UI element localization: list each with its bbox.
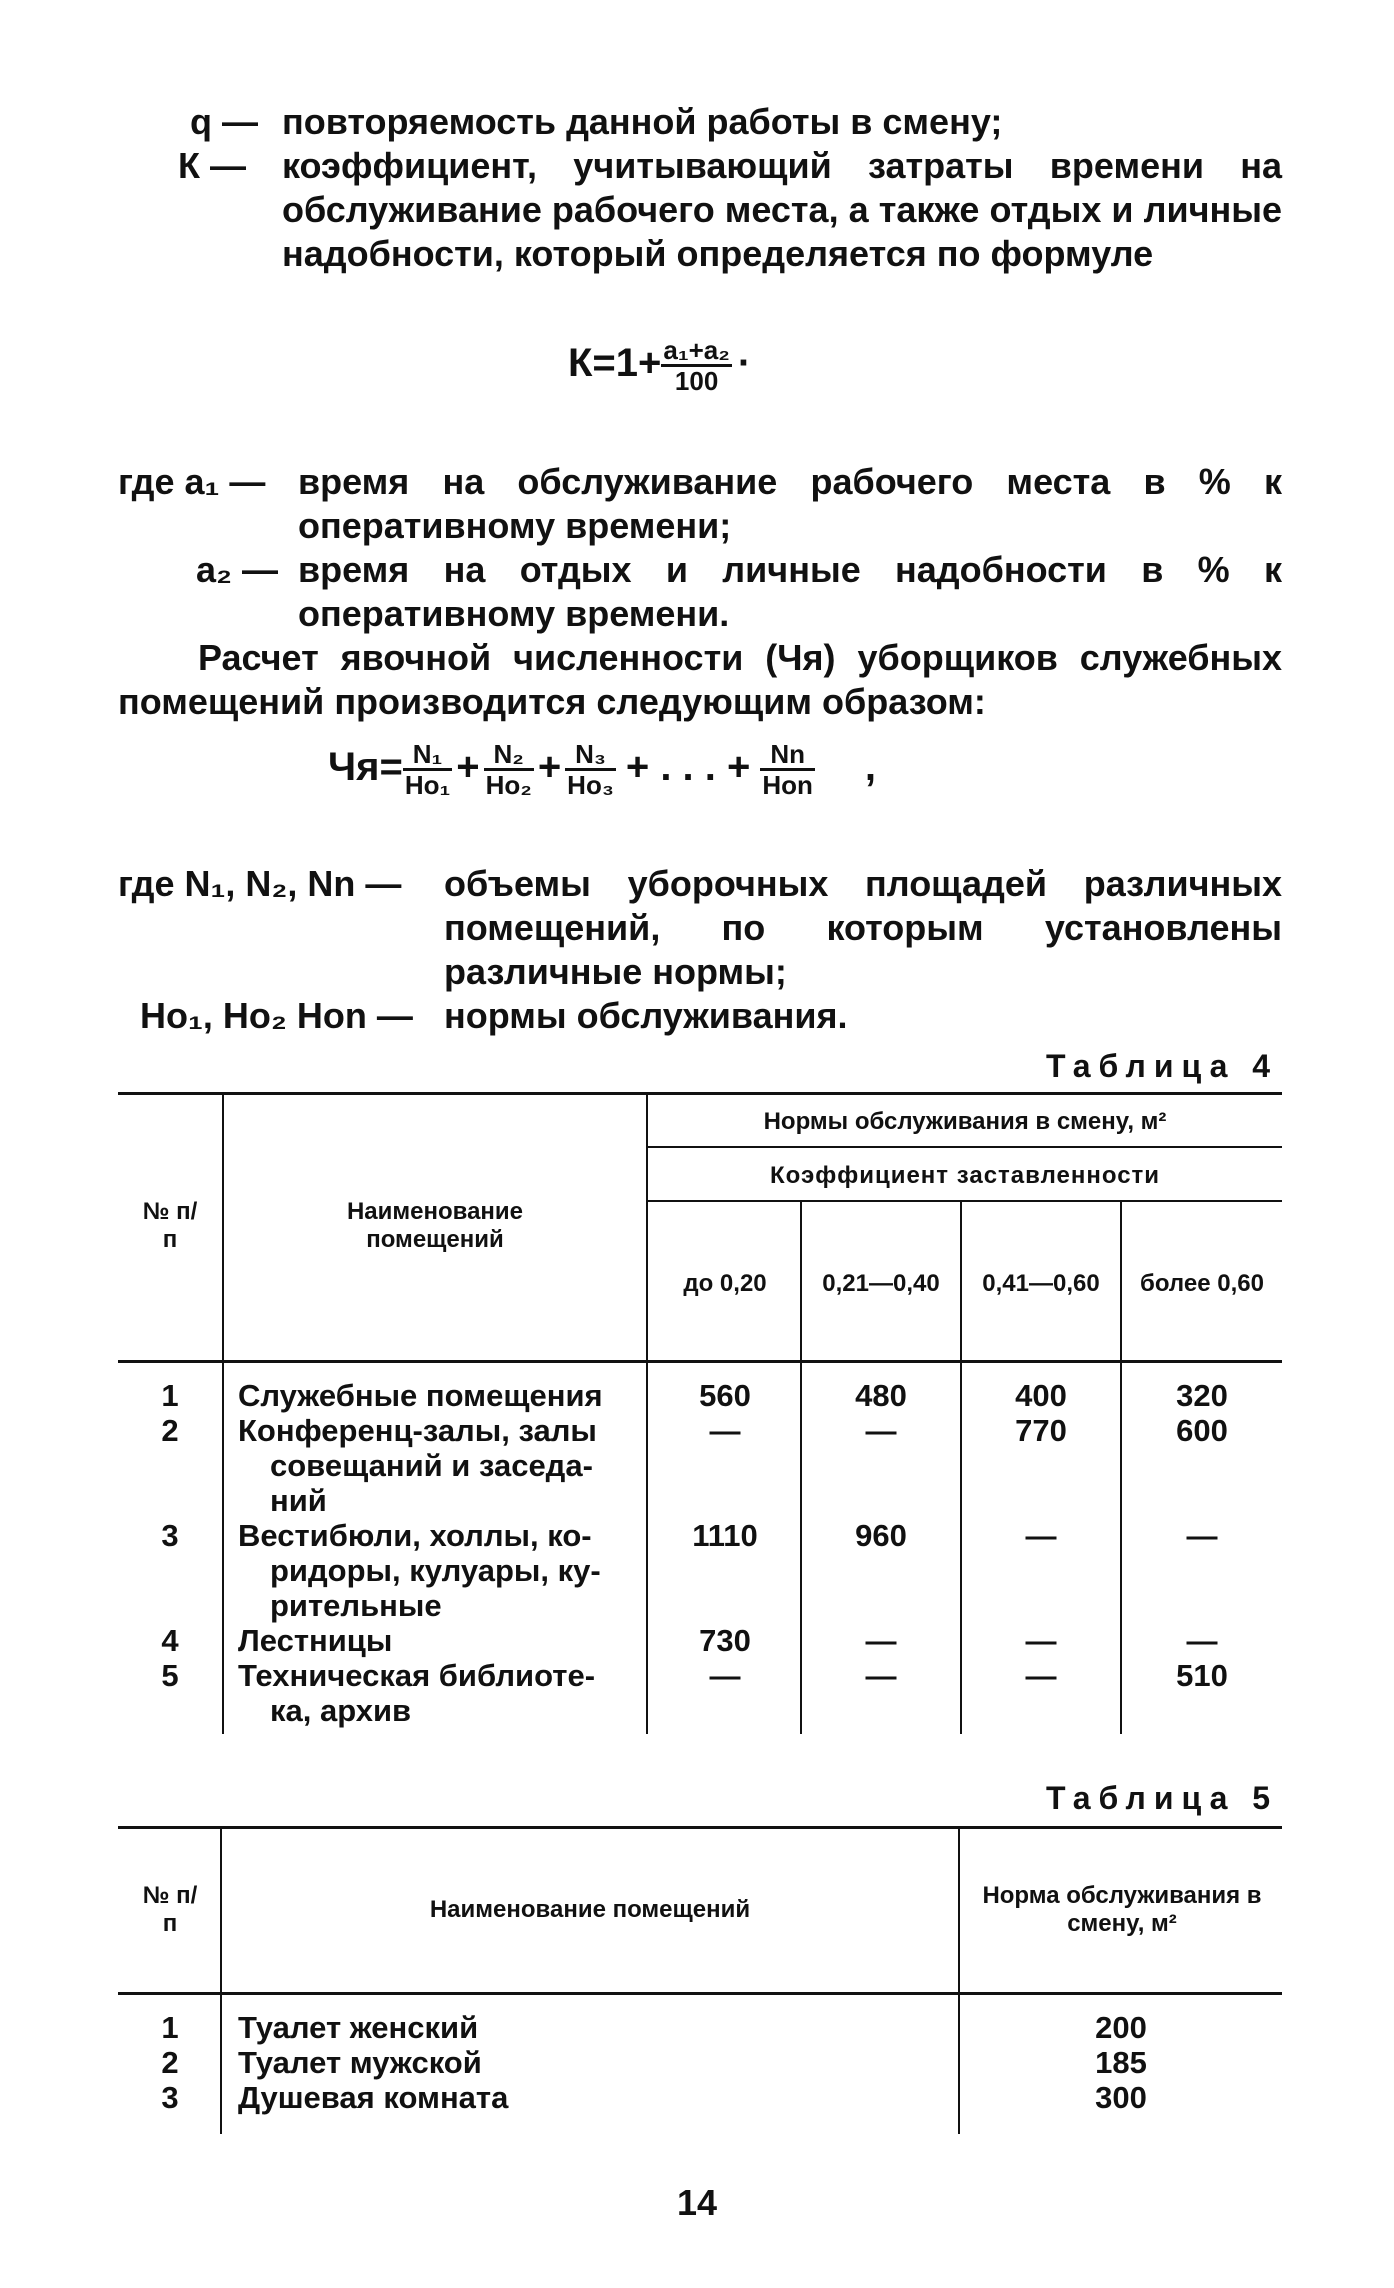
table4-row-name: совещаний и заседа- xyxy=(270,1448,593,1483)
definition-text: повторяемость данной работы в смену; xyxy=(282,101,1003,142)
fraction xyxy=(403,740,452,799)
table5-col-norm: Норма обслуживания в смену, м² xyxy=(982,1882,1262,1937)
fraction-denominator: Нo₃ xyxy=(567,770,614,800)
definition-text: время на обслуживание рабочего места в % к оперативному времени; xyxy=(298,461,1282,546)
definition-text: время на отдых и личные надобности в % к оперативному времени. xyxy=(298,549,1282,634)
table4-cell: — xyxy=(1186,1623,1218,1658)
table4-row-name: ридоры, кулуары, ку- xyxy=(270,1553,601,1588)
fraction xyxy=(760,740,815,799)
table4-cell: — xyxy=(1025,1518,1057,1553)
table4-row-name: Лестницы xyxy=(238,1623,393,1658)
table4-row-name: Служебные помещения xyxy=(238,1378,603,1413)
formula-lhs: К=1+ xyxy=(568,341,662,386)
table4-cell: 320 xyxy=(1176,1378,1228,1413)
table4-cell: — xyxy=(865,1413,897,1448)
table5-cell: 300 xyxy=(1095,2080,1147,2115)
table4-row-no: 2 xyxy=(161,1413,179,1448)
table4-cell: 1110 xyxy=(692,1518,758,1553)
formula-k xyxy=(568,336,751,395)
table5-rule xyxy=(220,1828,222,2134)
table4-rule xyxy=(646,1094,648,1734)
table5-caption: Таблица 5 xyxy=(1046,1780,1279,1816)
table4-cell: — xyxy=(709,1658,741,1693)
table5-cell: 200 xyxy=(1095,2010,1147,2045)
definition-term: q — xyxy=(190,101,258,142)
table4-cell: — xyxy=(1025,1658,1057,1693)
table4-row-name: ка, архив xyxy=(270,1693,412,1728)
fraction-denominator: Нon xyxy=(762,770,813,800)
table5-row-no: 2 xyxy=(161,2045,179,2080)
table5-rule xyxy=(118,1992,1282,1995)
definition-term: где N₁, N₂, Nn — xyxy=(118,863,402,904)
table4-rule xyxy=(222,1094,224,1734)
table4-cell: 480 xyxy=(855,1378,907,1413)
table4-col-name: Наименование помещений xyxy=(346,1198,524,1253)
table4-rule xyxy=(648,1200,1282,1202)
table4-row-no: 4 xyxy=(161,1623,179,1658)
table4-cell: — xyxy=(1025,1623,1057,1658)
paragraph-calculation: Расчет явочной численности (Чя) уборщиков служебных помещений производится следующим образом: xyxy=(118,637,1282,722)
definition-term: Нo₁, Нo₂ Нon — xyxy=(140,995,413,1036)
table4-col-no: № п/п xyxy=(142,1198,198,1253)
table4-subcol: более 0,60 xyxy=(1140,1270,1264,1297)
table4-cell: 560 xyxy=(699,1378,751,1413)
table5-rule xyxy=(118,1826,1282,1829)
table4-rule xyxy=(648,1146,1282,1148)
table4-cell: 510 xyxy=(1176,1658,1228,1693)
plus-sign: + xyxy=(456,745,480,790)
fraction-numerator: Nn xyxy=(770,739,805,769)
fraction-denominator: 100 xyxy=(661,364,731,395)
ellipsis: + . . . + xyxy=(625,745,751,790)
fraction-numerator: N₁ xyxy=(412,739,443,769)
definition-term: где a₁ — xyxy=(118,461,266,502)
table5-row-name: Туалет женский xyxy=(238,2010,479,2045)
table4-row-no: 3 xyxy=(161,1518,179,1553)
definition-term: a₂ — xyxy=(196,549,279,590)
table4-cell: 730 xyxy=(699,1623,751,1658)
table5-row-no: 1 xyxy=(161,2010,179,2045)
fraction-numerator: a₁+a₂ xyxy=(663,335,730,365)
page-number: 14 xyxy=(676,2182,718,2223)
table5-row-name: Душевая комната xyxy=(238,2080,509,2115)
definition-text: коэффициент, учитывающий затраты времени на обслуживание рабочего места, а также отдых и личные надобности, который определяется по формуле xyxy=(282,145,1282,274)
table5-col-name: Наименование помещений xyxy=(429,1896,751,1923)
fraction xyxy=(661,336,731,395)
table4-row-no: 5 xyxy=(161,1658,179,1693)
plus-sign: + xyxy=(537,745,562,790)
table4-cell: 770 xyxy=(1015,1413,1067,1448)
table5-col-no: № п/п xyxy=(142,1882,198,1937)
definition-text: нормы обслуживания. xyxy=(444,995,848,1036)
table5-rule xyxy=(958,1828,960,2134)
table5-row-no: 3 xyxy=(161,2080,179,2115)
formula-tail: · xyxy=(737,341,752,386)
table4-cell: — xyxy=(709,1413,741,1448)
definition-text: объемы уборочных площадей различных помещений, по которым установлены различные нормы; xyxy=(444,863,1282,992)
table4-row-name: Вестибюли, холлы, ко- xyxy=(238,1518,592,1553)
fraction-numerator: N₂ xyxy=(493,739,524,769)
formula-ch xyxy=(328,740,876,799)
table4-row-name: рительные xyxy=(270,1588,442,1623)
table4-row-name: Конференц-залы, залы xyxy=(238,1413,597,1448)
table4-cell: 400 xyxy=(1015,1378,1067,1413)
formula-lhs: Чя= xyxy=(328,745,403,790)
fraction-numerator: N₃ xyxy=(575,739,606,769)
table4-row-name: Техническая библиоте- xyxy=(238,1658,596,1693)
table4-rule xyxy=(118,1360,1282,1363)
fraction xyxy=(484,740,534,799)
table4-cell: 600 xyxy=(1176,1413,1228,1448)
table4-cell: — xyxy=(865,1658,897,1693)
table5-cell: 185 xyxy=(1095,2045,1147,2080)
table4-subcol: 0,21—0,40 xyxy=(822,1270,940,1297)
table4-subcol: 0,41—0,60 xyxy=(982,1270,1100,1297)
fraction xyxy=(565,740,616,799)
fraction-denominator: Нo₂ xyxy=(485,770,532,800)
table4-group-norms: Нормы обслуживания в смену, м² xyxy=(763,1108,1167,1135)
table4-caption: Таблица 4 xyxy=(1046,1048,1279,1084)
table4-row-name: ний xyxy=(270,1483,327,1518)
table4-row-no: 1 xyxy=(161,1378,179,1413)
table4-cell: — xyxy=(865,1623,897,1658)
table4-subcol: до 0,20 xyxy=(683,1270,767,1297)
table4-cell: 960 xyxy=(855,1518,907,1553)
formula-tail: , xyxy=(864,745,877,790)
table4-cell: — xyxy=(1186,1518,1218,1553)
table4-rule xyxy=(118,1092,1282,1095)
definition-term: К — xyxy=(178,145,246,186)
table5-row-name: Туалет мужской xyxy=(238,2045,482,2080)
table4-group-coef: Коэффициент заставленности xyxy=(769,1162,1161,1189)
fraction-denominator: Нo₁ xyxy=(404,770,451,800)
